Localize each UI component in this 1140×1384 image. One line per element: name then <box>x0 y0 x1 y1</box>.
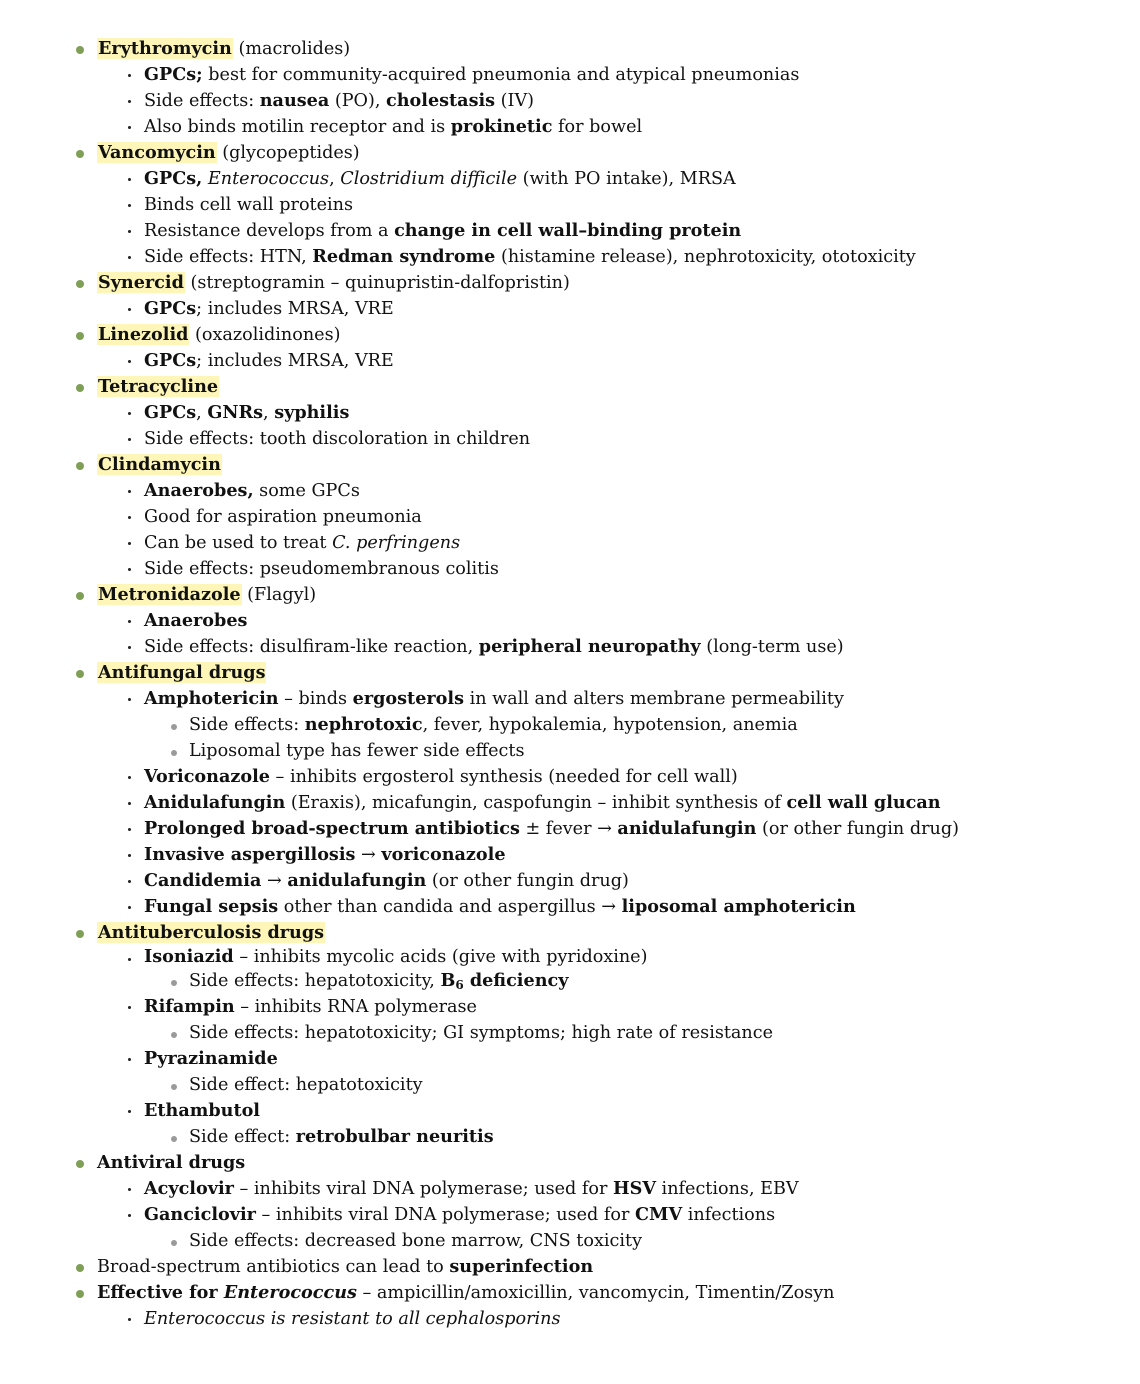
text-run: Isoniazid <box>144 946 234 967</box>
highlighted-term: Clindamycin <box>98 454 221 475</box>
text-run: Enterococcus <box>207 169 330 189</box>
list-item-level-2 <box>0 530 1140 556</box>
list-item-level-2 <box>0 790 1140 816</box>
text-run: anidulafungin <box>617 818 757 839</box>
bullet-icon <box>171 724 177 730</box>
text-run: (macrolides) <box>232 39 351 59</box>
list-item-level-2 <box>0 608 1140 634</box>
bullet-icon <box>76 280 84 288</box>
list-item-level-2 <box>0 296 1140 322</box>
bullet-icon <box>128 308 131 311</box>
bullet-icon <box>76 332 84 340</box>
text-run: liposomal amphotericin <box>621 896 856 917</box>
bullet-icon <box>128 490 131 493</box>
text-run: voriconazole <box>381 844 506 865</box>
text-run: (long-term use) <box>700 637 844 657</box>
bullet-icon <box>128 906 131 909</box>
text-run: (glycopeptides) <box>216 143 360 163</box>
list-item-level-2 <box>0 686 1140 712</box>
text-run: Side effects: HTN, <box>144 247 313 267</box>
text-run: (histamine release), nephrotoxicity, ototoxicity <box>495 247 916 267</box>
highlighted-term: Antituberculosis drugs <box>98 922 325 943</box>
text-run: – binds <box>278 689 353 709</box>
bullet-icon <box>128 854 131 857</box>
text-run: Antiviral drugs <box>97 1152 246 1173</box>
list-item-level-2 <box>0 634 1140 660</box>
text-run: nausea <box>259 90 330 111</box>
text-run: – inhibits RNA polymerase <box>234 997 477 1017</box>
list-item-level-3 <box>0 738 1140 764</box>
list-item-level-2 <box>0 114 1140 140</box>
highlighted-term: Erythromycin <box>98 38 232 59</box>
text-run: Resistance develops from a <box>144 221 395 241</box>
text-run: – inhibits mycolic acids (give with pyridoxine) <box>233 947 648 967</box>
bullet-icon <box>171 980 177 986</box>
text-run: Side effects: disulfiram-like reaction, <box>144 637 479 657</box>
text-run: Side effects: hepatotoxicity, <box>189 971 441 991</box>
text-run: → <box>261 871 288 891</box>
bullet-icon <box>76 1160 84 1168</box>
bullet-icon <box>76 670 84 678</box>
text-run: Liposomal type has fewer side effects <box>189 741 525 761</box>
text-run: Ganciclovir <box>144 1204 256 1225</box>
highlighted-term: Antifungal drugs <box>98 662 266 683</box>
bullet-icon <box>128 620 131 623</box>
list-item-level-2 <box>0 1098 1140 1124</box>
list-item-level-2 <box>0 166 1140 192</box>
list-item-level-3 <box>0 968 1140 994</box>
list-item-level-2 <box>0 1176 1140 1202</box>
list-item-level-3 <box>0 1228 1140 1254</box>
text-run: Broad-spectrum antibiotics can lead to <box>97 1257 450 1277</box>
text-run: (or other fungin drug) <box>756 819 959 839</box>
bullet-icon <box>128 360 131 363</box>
bullet-icon <box>128 1188 131 1191</box>
bullet-icon <box>128 1006 131 1009</box>
text-run: ; includes MRSA, VRE <box>196 299 394 319</box>
text-run: best for community-acquired pneumonia and atypical pneumonias <box>202 65 800 85</box>
text-run: – inhibits viral DNA polymerase; used for <box>233 1179 613 1199</box>
clindamycin-heading <box>0 452 1140 478</box>
text-run: infections, EBV <box>655 1179 799 1199</box>
bullet-icon <box>128 776 131 779</box>
text-run: (PO), <box>329 91 387 111</box>
text-run: infections <box>682 1205 776 1225</box>
text-run: (oxazolidinones) <box>189 325 341 345</box>
erythromycin-heading <box>0 36 1140 62</box>
text-run: (Flagyl) <box>241 585 317 605</box>
antituberculosis-heading <box>0 920 1140 946</box>
bullet-icon <box>128 1058 131 1061</box>
text-run: Candidemia <box>144 870 262 891</box>
text-run: some GPCs <box>253 481 360 501</box>
list-item-level-2 <box>0 1046 1140 1072</box>
text-run: , <box>196 403 208 423</box>
highlighted-term: Tetracycline <box>98 376 219 397</box>
text-run: Amphotericin <box>144 688 279 709</box>
text-run: Anaerobes, <box>144 480 254 501</box>
antiviral-heading <box>0 1150 1140 1176</box>
text-run: Rifampin <box>144 996 235 1017</box>
text-run: – ampicillin/amoxicillin, vancomycin, Timentin/Zosyn <box>356 1283 835 1303</box>
list-item-level-2 <box>0 816 1140 842</box>
text-run: Side effects: <box>189 715 305 735</box>
bullet-icon <box>76 592 84 600</box>
text-run: HSV <box>612 1178 656 1199</box>
bullet-icon <box>128 1214 131 1217</box>
text-run: Enterococcus is resistant to all cephalosporins <box>144 1309 561 1329</box>
list-item-level-1 <box>0 1280 1140 1306</box>
text-run: ; includes MRSA, VRE <box>196 351 394 371</box>
list-item-level-2 <box>0 1306 1140 1332</box>
linezolid-heading <box>0 322 1140 348</box>
text-run: , <box>263 403 275 423</box>
text-run: Effective for <box>97 1282 224 1303</box>
list-item-level-2 <box>0 994 1140 1020</box>
list-item-level-2 <box>0 894 1140 920</box>
highlighted-term: Metronidazole <box>98 584 241 605</box>
text-run: for bowel <box>552 117 643 137</box>
bullet-icon <box>128 204 131 207</box>
text-run: , <box>329 169 341 189</box>
highlighted-term: Vancomycin <box>98 142 216 163</box>
list-item-level-2 <box>0 244 1140 270</box>
bullet-icon <box>171 1084 177 1090</box>
text-run: GPCs <box>144 402 197 423</box>
bullet-icon <box>128 1318 131 1321</box>
text-run: CMV <box>635 1204 683 1225</box>
text-run: Anidulafungin <box>144 792 286 813</box>
text-run: syphilis <box>274 402 350 423</box>
list-item-level-2 <box>0 478 1140 504</box>
synercid-heading <box>0 270 1140 296</box>
text-run: (or other fungin drug) <box>426 871 629 891</box>
text-run: change in cell wall–binding protein <box>394 220 742 241</box>
bullet-icon <box>128 438 131 441</box>
text-run: Side effects: pseudomembranous colitis <box>144 559 499 579</box>
bullet-icon <box>128 802 131 805</box>
bullet-icon <box>128 698 131 701</box>
bullet-icon <box>128 880 131 883</box>
bullet-icon <box>76 46 84 54</box>
text-run: ± fever → <box>519 819 618 839</box>
list-item-level-2 <box>0 62 1140 88</box>
text-run: Invasive aspergillosis <box>144 844 356 865</box>
text-run: anidulafungin <box>287 870 427 891</box>
bullet-icon <box>128 828 131 831</box>
list-item-level-2 <box>0 192 1140 218</box>
text-run: – inhibits viral DNA polymerase; used for <box>255 1205 635 1225</box>
text-run: in wall and alters membrane permeability <box>463 689 844 709</box>
text-run: prokinetic <box>450 116 553 137</box>
text-run: ergosterols <box>352 688 464 709</box>
bullet-icon <box>76 930 84 938</box>
bullet-icon <box>128 958 131 961</box>
text-run: (Eraxis), micafungin, caspofungin – inhibit synthesis of <box>285 793 787 813</box>
text-run: (streptogramin – quinupristin-dalfopristin) <box>184 273 570 293</box>
text-run: Side effect: hepatotoxicity <box>189 1075 423 1095</box>
text-run: Good for aspiration pneumonia <box>144 507 422 527</box>
text-run: Clostridium difficile <box>340 169 518 189</box>
text-run: cholestasis <box>386 90 496 111</box>
bullet-icon <box>171 750 177 756</box>
bullet-icon <box>128 126 131 129</box>
tetracycline-heading <box>0 374 1140 400</box>
list-item-level-1 <box>0 1254 1140 1280</box>
text-run: nephrotoxic <box>304 714 423 735</box>
list-item-level-3 <box>0 1020 1140 1046</box>
text-run: Acyclovir <box>144 1178 234 1199</box>
list-item-level-2 <box>0 946 1140 968</box>
text-run: Enterococcus <box>223 1282 357 1303</box>
bullet-icon <box>128 646 131 649</box>
list-item-level-2 <box>0 556 1140 582</box>
bullet-icon <box>76 462 84 470</box>
text-run: Fungal sepsis <box>144 896 279 917</box>
text-run: (IV) <box>495 91 535 111</box>
drug-notes-list <box>0 36 1140 1332</box>
list-item-level-3 <box>0 712 1140 738</box>
text-run: cell wall glucan <box>786 792 941 813</box>
text-run: Also binds motilin receptor and is <box>144 117 451 137</box>
text-run: Side effects: tooth discoloration in children <box>144 429 531 449</box>
text-run: Prolonged broad-spectrum antibiotics <box>144 818 520 839</box>
bullet-icon <box>128 568 131 571</box>
text-run: Binds cell wall proteins <box>144 195 354 215</box>
text-run: GPCs <box>144 298 197 319</box>
highlighted-term: Synercid <box>98 272 184 293</box>
text-run: deficiency <box>463 970 569 991</box>
text-run: C. perfringens <box>332 533 461 553</box>
list-item-level-2 <box>0 868 1140 894</box>
list-item-level-2 <box>0 400 1140 426</box>
text-run: Side effects: decreased bone marrow, CNS toxicity <box>189 1231 643 1251</box>
text-run: retrobulbar neuritis <box>295 1126 494 1147</box>
bullet-icon <box>128 100 131 103</box>
text-run: GPCs <box>144 350 197 371</box>
antifungal-heading <box>0 660 1140 686</box>
text-run: GPCs; <box>144 64 203 85</box>
bullet-icon <box>128 542 131 545</box>
list-item-level-2 <box>0 218 1140 244</box>
bullet-icon <box>128 1110 131 1113</box>
bullet-icon <box>128 230 131 233</box>
vancomycin-heading <box>0 140 1140 166</box>
bullet-icon <box>76 150 84 158</box>
text-run: Side effect: <box>189 1127 296 1147</box>
bullet-icon <box>76 1290 84 1298</box>
list-item-level-2 <box>0 348 1140 374</box>
list-item-level-2 <box>0 842 1140 868</box>
list-item-level-3 <box>0 1072 1140 1098</box>
list-item-level-2 <box>0 504 1140 530</box>
text-run: Can be used to treat <box>144 533 333 553</box>
text-run: Voriconazole <box>144 766 270 787</box>
text-run: Anaerobes <box>144 610 248 631</box>
text-run: Side effects: <box>144 91 260 111</box>
bullet-icon <box>76 1264 84 1272</box>
list-item-level-2 <box>0 1202 1140 1228</box>
text-run: Ethambutol <box>144 1100 260 1121</box>
bullet-icon <box>128 178 131 181</box>
text-run: → <box>355 845 382 865</box>
text-run: Side effects: hepatotoxicity; GI symptoms; high rate of resistance <box>189 1023 774 1043</box>
bullet-icon <box>76 384 84 392</box>
text-run: B <box>440 970 456 991</box>
text-run: – inhibits ergosterol synthesis (needed for cell wall) <box>269 767 738 787</box>
text-run: GPCs, <box>144 168 203 189</box>
highlighted-term: Linezolid <box>98 324 189 345</box>
text-run: peripheral neuropathy <box>478 636 701 657</box>
bullet-icon <box>171 1136 177 1142</box>
metronidazole-heading <box>0 582 1140 608</box>
text-run: 6 <box>455 978 464 992</box>
bullet-icon <box>128 74 131 77</box>
bullet-icon <box>128 412 131 415</box>
list-item-level-2 <box>0 764 1140 790</box>
text-run: other than candida and aspergillus → <box>278 897 622 917</box>
text-run: Pyrazinamide <box>144 1048 278 1069</box>
bullet-icon <box>128 256 131 259</box>
text-run: GNRs <box>207 402 263 423</box>
bullet-icon <box>128 516 131 519</box>
text-run: Redman syndrome <box>312 246 496 267</box>
bullet-icon <box>171 1032 177 1038</box>
list-item-level-2 <box>0 426 1140 452</box>
text-run: superinfection <box>449 1256 594 1277</box>
text-run: (with PO intake), MRSA <box>517 169 736 189</box>
bullet-icon <box>171 1240 177 1246</box>
text-run: , fever, hypokalemia, hypotension, anemia <box>422 715 798 735</box>
list-item-level-3 <box>0 1124 1140 1150</box>
list-item-level-2 <box>0 88 1140 114</box>
